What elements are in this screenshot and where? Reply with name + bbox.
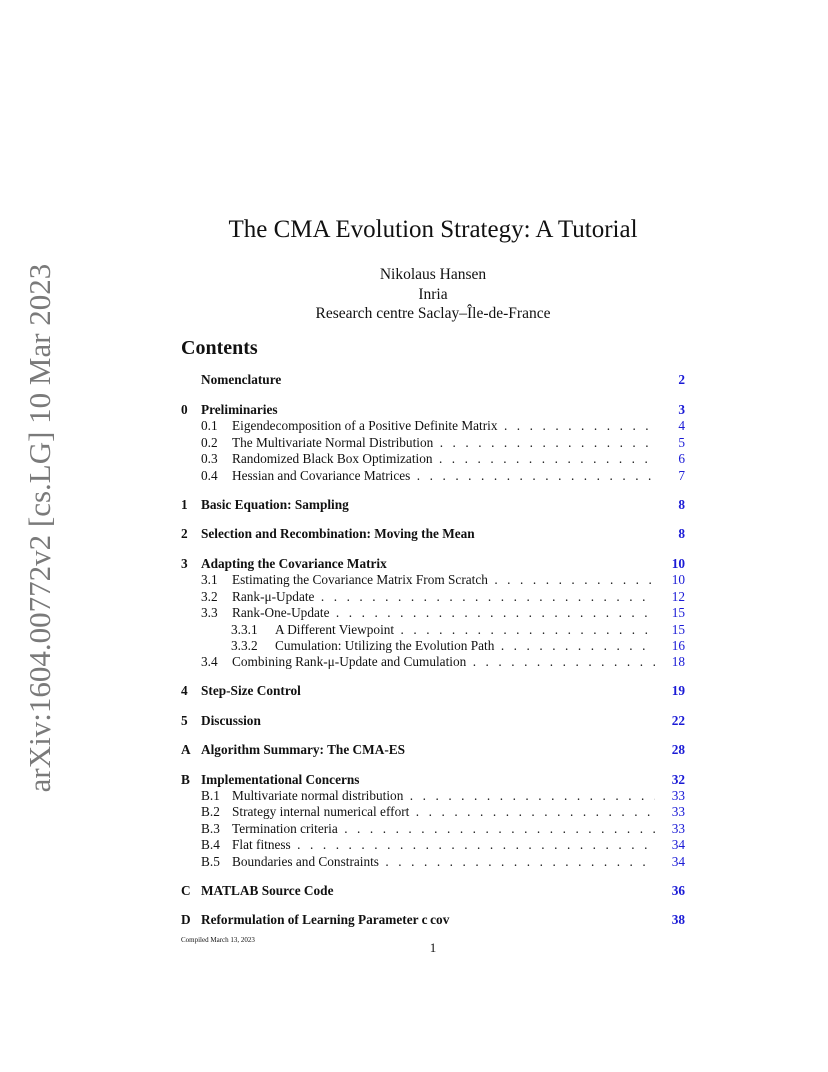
toc-entry-number: B.3 xyxy=(201,821,220,836)
toc-entry-label: Eigendecomposition of a Positive Definite Matrix . . . xyxy=(232,417,655,434)
toc-entry[interactable] xyxy=(181,571,685,588)
toc-entry-label: Selection and Recombination: Moving the Mean xyxy=(201,526,475,541)
toc-entry-number: 3.3.2 xyxy=(231,638,258,653)
arxiv-stamp: arXiv:1604.00772v2 [cs.LG] 10 Mar 2023 xyxy=(22,263,57,793)
toc-entry[interactable] xyxy=(181,525,685,542)
toc-entry[interactable] xyxy=(181,637,685,654)
toc-entry[interactable] xyxy=(181,653,685,670)
toc-page-link[interactable]: 19 xyxy=(671,683,685,698)
toc-entry-label: A Different Viewpoint . . . xyxy=(275,621,655,638)
toc-page-link[interactable]: 22 xyxy=(671,713,685,728)
toc-page-link[interactable]: 15 xyxy=(671,622,685,637)
toc-entry[interactable] xyxy=(181,836,685,853)
toc-entry[interactable] xyxy=(181,820,685,837)
toc-entry-number: B.1 xyxy=(201,788,220,803)
toc-entry[interactable] xyxy=(181,604,685,621)
toc-entry-label: Flat fitness . . . xyxy=(232,836,655,853)
page-number: 1 xyxy=(429,940,437,955)
toc-entry[interactable] xyxy=(181,417,685,434)
toc-entry[interactable] xyxy=(181,588,685,605)
toc-entry-number: 3.4 xyxy=(201,654,218,669)
toc-entry-label: Algorithm Summary: The CMA-ES xyxy=(201,742,406,757)
toc-entry-label: Preliminaries xyxy=(201,402,278,417)
toc-page-link[interactable]: 4 xyxy=(678,418,685,433)
toc-entry-number: B.5 xyxy=(201,854,220,869)
toc-entry-number: 3 xyxy=(181,556,188,571)
toc-page-link[interactable]: 34 xyxy=(671,837,685,852)
toc-page-link[interactable]: 36 xyxy=(671,883,685,898)
toc-page-link[interactable]: 3 xyxy=(678,402,685,417)
toc-page-link[interactable]: 7 xyxy=(678,468,685,483)
toc-entry[interactable] xyxy=(181,803,685,820)
toc-entry[interactable] xyxy=(181,682,685,699)
toc-page-link[interactable]: 34 xyxy=(671,854,685,869)
toc-entry-number: 0.3 xyxy=(201,451,218,466)
toc-entry-number: C xyxy=(181,883,191,898)
toc-entry-number: 3.3.1 xyxy=(231,622,258,637)
toc-entry-label: Cumulation: Utilizing the Evolution Path . . . xyxy=(275,637,655,654)
toc-page-link[interactable]: 32 xyxy=(671,772,685,787)
toc-page-link[interactable]: 16 xyxy=(671,638,685,653)
toc-page-link[interactable]: 10 xyxy=(671,556,685,571)
toc-page-link[interactable]: 28 xyxy=(671,742,685,757)
toc-entry-number: B.4 xyxy=(201,837,220,852)
toc-entry-label: Implementational Concerns xyxy=(201,772,360,787)
toc-entry-label: Step-Size Control xyxy=(201,683,301,698)
toc-entry[interactable] xyxy=(181,771,685,788)
toc-entry-number: 4 xyxy=(181,683,188,698)
toc-entry-label: Adapting the Covariance Matrix xyxy=(201,556,387,571)
toc-entry-label: Multivariate normal distribution . . . xyxy=(232,787,655,804)
affiliation-detail: Research centre Saclay–Île-de-France xyxy=(315,305,551,322)
toc-entry-label: Randomized Black Box Optimization . . . xyxy=(232,450,655,467)
toc-entry-label: The Multivariate Normal Distribution . . . xyxy=(232,434,655,451)
toc-entry-label: Strategy internal numerical effort . . . xyxy=(232,803,655,820)
contents-heading: Contents xyxy=(181,337,258,359)
toc-entry-label: Nomenclature xyxy=(201,372,282,387)
toc-page-link[interactable]: 8 xyxy=(678,526,685,541)
author-block xyxy=(0,265,828,324)
toc-entry-number: B xyxy=(181,772,190,787)
toc-entry[interactable] xyxy=(181,787,685,804)
toc-entry[interactable] xyxy=(181,401,685,418)
toc-entry[interactable] xyxy=(181,911,685,928)
toc-entry-number: D xyxy=(181,912,191,927)
toc-entry[interactable] xyxy=(181,621,685,638)
toc-page-link[interactable]: 2 xyxy=(678,372,685,387)
toc-entry[interactable] xyxy=(181,467,685,484)
toc-page-link[interactable]: 5 xyxy=(678,435,685,450)
toc-entry-label: Rank-One-Update . . . xyxy=(232,604,655,621)
toc-entry[interactable] xyxy=(181,450,685,467)
toc-entry[interactable] xyxy=(181,712,685,729)
toc-page-link[interactable]: 15 xyxy=(671,605,685,620)
toc-entry[interactable] xyxy=(181,434,685,451)
toc-entry-number: 0 xyxy=(181,402,188,417)
toc-entry[interactable] xyxy=(181,853,685,870)
toc-page-link[interactable]: 38 xyxy=(671,912,685,927)
toc-entry-label: Boundaries and Constraints . . . xyxy=(232,853,655,870)
toc-page-link[interactable]: 6 xyxy=(678,451,685,466)
toc-entry[interactable] xyxy=(181,496,685,513)
toc-entry[interactable] xyxy=(181,741,685,758)
toc-entry-number: A xyxy=(181,742,191,757)
toc-entry[interactable] xyxy=(181,555,685,572)
toc-entry-number: 3.1 xyxy=(201,572,218,587)
toc-page-link[interactable]: 8 xyxy=(678,497,685,512)
toc-page-link[interactable]: 12 xyxy=(671,589,685,604)
author-name: Nikolaus Hansen xyxy=(379,266,487,283)
toc-entry-number: 2 xyxy=(181,526,188,541)
toc-entry-label: Rank-μ-Update . . . xyxy=(232,588,655,605)
toc-entry-label: Basic Equation: Sampling xyxy=(201,497,349,512)
affiliation: Inria xyxy=(418,285,448,303)
toc-entry-label: Combining Rank-μ-Update and Cumulation . . . xyxy=(232,653,655,670)
toc-page-link[interactable]: 33 xyxy=(671,804,685,819)
toc-entry-number: 3.2 xyxy=(201,589,218,604)
paper-title: The CMA Evolution Strategy: A Tutorial xyxy=(228,216,638,243)
toc-page-link[interactable]: 18 xyxy=(671,654,685,669)
toc-entry-label: Hessian and Covariance Matrices . . . xyxy=(232,467,655,484)
toc-entry-number: 1 xyxy=(181,497,188,512)
toc-entry-label: Reformulation of Learning Parameter c cov xyxy=(201,912,450,927)
toc-entry-number: 0.2 xyxy=(201,435,218,450)
toc-entry-label: Discussion xyxy=(201,713,261,728)
compiled-date-note: Compiled March 13, 2023 xyxy=(181,936,255,944)
toc-entry[interactable] xyxy=(181,882,685,899)
toc-entry-number: 0.1 xyxy=(201,418,218,433)
toc-entry-number: 0.4 xyxy=(201,468,218,483)
toc-entry-number: 3.3 xyxy=(201,605,218,620)
toc-entry-number: 5 xyxy=(181,713,188,728)
toc-entry-number: B.2 xyxy=(201,804,220,819)
toc-entry-label: Estimating the Covariance Matrix From Scratch . . . xyxy=(232,571,655,588)
toc-entry-label: MATLAB Source Code xyxy=(201,883,334,898)
toc-page-link[interactable]: 10 xyxy=(671,572,685,587)
toc-entry[interactable] xyxy=(181,371,685,388)
toc-page-link[interactable]: 33 xyxy=(671,821,685,836)
toc-entry-label: Termination criteria . . . xyxy=(232,820,655,837)
toc-page-link[interactable]: 33 xyxy=(671,788,685,803)
